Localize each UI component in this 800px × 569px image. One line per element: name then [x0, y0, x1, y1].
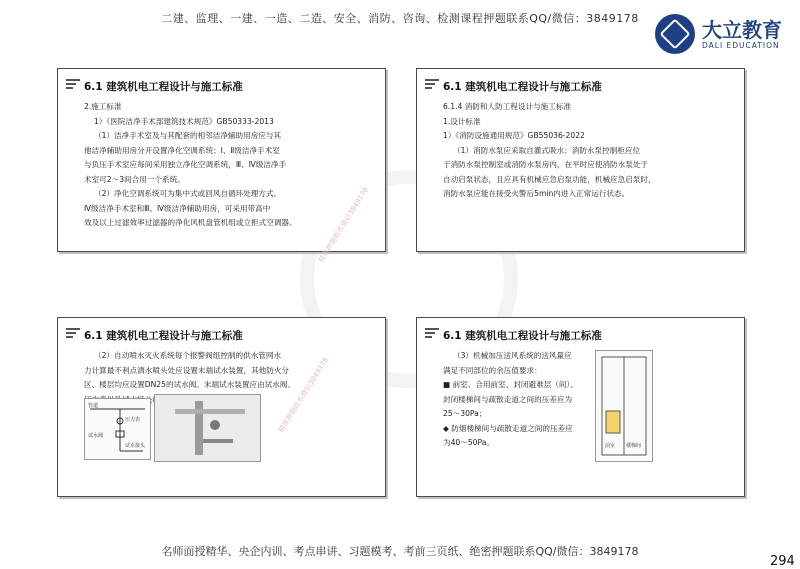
sprinkler-test-svg — [85, 399, 150, 459]
body-line: 25～30Pa； — [443, 409, 487, 418]
body-line: 1）《医院洁净手术部建筑技术规范》GB50333-2013 — [94, 116, 274, 126]
body-line: ■ 前室、合用前室、封闭避难层（间）、 — [443, 380, 578, 389]
slide-title-icon — [66, 328, 80, 340]
slide-title-icon — [66, 79, 80, 91]
header-promo: 二建、监理、一建、一造、二造、安全、消防、咨询、检测课程押题联系QQ/微信：3849178 — [161, 12, 639, 25]
logo-name-cn: 大立教育 — [702, 18, 782, 42]
body-line: 消防水泵应能在接受火警后5min内进入正常运行状态。 — [443, 189, 630, 198]
body-line: 1）《消防设施通用规范》GB55036-2022 — [443, 131, 585, 140]
slide-body — [84, 100, 297, 231]
diagram-label: 试水阀 — [88, 433, 104, 439]
sprinkler-test-diagram — [84, 398, 151, 460]
body-line: （1）洁净手术室及与其配套的相邻洁净辅助用房应与其 — [94, 131, 282, 140]
pressurization-diagram — [595, 350, 653, 462]
slide-title: 6.1 建筑机电工程设计与施工标准 — [443, 330, 602, 342]
slide-body — [443, 349, 578, 451]
body-line: 效及以上过滤效率过滤器的净化风机盘管机组或立柜式空调器。 — [84, 218, 297, 227]
body-line: 他洁净辅助用房分开设置净化空调系统；Ⅰ、Ⅱ级洁净手术室 — [84, 145, 280, 155]
diagram-label: 楼梯间 — [626, 443, 642, 449]
pressurization-svg — [596, 351, 652, 461]
body-line: 2.施工标准 — [84, 102, 122, 111]
company-logo — [655, 14, 785, 58]
slide-4 — [416, 317, 745, 497]
body-line: 与负压手术室应每间采用独立净化空调系统，Ⅲ、Ⅳ级洁净手 — [84, 160, 287, 169]
diagram-label: 压力表 — [125, 417, 141, 423]
slide-title: 6.1 建筑机电工程设计与施工标准 — [84, 81, 243, 93]
logo-name-en: DALI EDUCATION — [702, 41, 780, 50]
watermark-text: 精准押题联系微信3849178 — [317, 185, 371, 265]
body-line: 满足不同部位的余压值要求： — [443, 365, 542, 375]
slide-title-icon — [425, 79, 439, 91]
diagram-label: 管道 — [88, 403, 99, 409]
slide-title: 6.1 建筑机电工程设计与施工标准 — [84, 330, 243, 342]
body-line: （3）机械加压送风系统的送风量应 — [453, 351, 572, 360]
body-line: 1.设计标准 — [443, 116, 481, 126]
footer-promo: 名师面授精华、央企内训、考点串讲、习题模考、考前三页纸、绝密押题联系QQ/微信：3849178 — [161, 545, 639, 558]
body-line: （2）自动喷水灭火系统每个报警阀组控制的供水管网水 — [94, 351, 282, 360]
slide-title-icon — [425, 328, 439, 340]
body-line: 自动启泵状态，且应具有机械应急启泵功能，机械应急启泵时， — [443, 174, 656, 184]
slide-body — [443, 100, 656, 202]
body-line: 区、楼层均应设置DN25的试水阀。末端试水装置应由试水阀、 — [84, 380, 296, 389]
page-number: 294 — [770, 554, 795, 569]
diagram-label: 试水接头 — [125, 443, 146, 449]
sprinkler-photo-svg — [155, 395, 260, 461]
watermark-text: 精准押题联系微信3849178 — [277, 355, 331, 435]
body-line: ◆ 防烟楼梯间与疏散走道之间的压差应 — [443, 423, 573, 433]
body-line: （2）净化空调系统可为集中式或回风自循环处理方式。 — [94, 189, 282, 198]
diagram-label: 前室 — [605, 443, 616, 449]
body-line: 为40～50Pa。 — [443, 438, 494, 447]
body-line: 6.1.4 消防和人防工程设计与施工标准 — [443, 102, 572, 111]
body-line: 力计算最不利点洒水喷头处应设置末端试水装置，其他防火分 — [84, 365, 290, 375]
body-line: 于消防水泵控制室或消防水泵房内，在平时应使消防水泵处于 — [443, 160, 649, 169]
body-line: 术室可2～3间合用一个系统。 — [84, 174, 185, 184]
sprinkler-photo — [154, 394, 261, 462]
logo-emblem-icon — [655, 14, 695, 54]
slide-title: 6.1 建筑机电工程设计与施工标准 — [443, 81, 602, 93]
body-line: （1）消防水泵应采取自灌式吸水；消防水泵控制柜应位 — [453, 145, 641, 155]
body-line: Ⅳ级洁净手术室和Ⅲ、Ⅳ级洁净辅助用房，可采用带高中 — [84, 203, 271, 213]
slide-2 — [416, 68, 745, 252]
body-line: 封闭楼梯间与疏散走道之间的压差应为 — [443, 394, 573, 404]
slide-3 — [57, 317, 386, 497]
